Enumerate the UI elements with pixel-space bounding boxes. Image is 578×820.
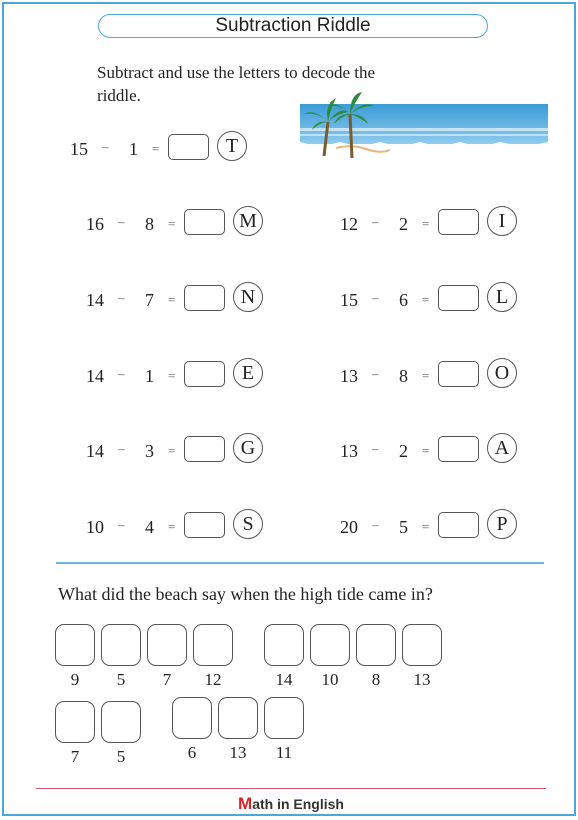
riddle-letter-box[interactable] bbox=[193, 624, 233, 666]
letter-circle: I bbox=[487, 206, 517, 236]
letter-circle: P bbox=[487, 509, 517, 539]
riddle-number: 9 bbox=[70, 670, 80, 689]
equals-sign: = bbox=[422, 368, 430, 383]
minuend: 20 bbox=[340, 517, 358, 537]
minuend: 15 bbox=[340, 290, 358, 310]
riddle-letter-box[interactable] bbox=[264, 624, 304, 666]
riddle-letter-box[interactable] bbox=[101, 624, 141, 666]
answer-box[interactable] bbox=[184, 285, 225, 311]
riddle-letter-box[interactable] bbox=[101, 701, 141, 743]
equals-sign: = bbox=[168, 216, 176, 231]
subtrahend: 2 bbox=[399, 441, 408, 461]
minus-sign: – bbox=[102, 139, 109, 154]
answer-box[interactable] bbox=[438, 436, 479, 462]
worksheet-page bbox=[2, 2, 576, 816]
subtrahend: 7 bbox=[145, 290, 154, 310]
subtrahend: 1 bbox=[129, 139, 138, 159]
letter-circle: E bbox=[233, 358, 263, 388]
answer-box[interactable] bbox=[438, 361, 479, 387]
section-divider bbox=[56, 562, 544, 564]
minuend: 13 bbox=[340, 441, 358, 461]
letter-circle: N bbox=[233, 282, 263, 312]
minus-sign: – bbox=[372, 290, 379, 305]
riddle-letter-box[interactable] bbox=[55, 701, 95, 743]
minuend: 15 bbox=[70, 139, 88, 159]
answer-box[interactable] bbox=[438, 512, 479, 538]
equals-sign: = bbox=[422, 292, 430, 307]
minuend: 10 bbox=[86, 517, 104, 537]
subtrahend: 5 bbox=[399, 517, 408, 537]
riddle-letter-box[interactable] bbox=[147, 624, 187, 666]
minus-sign: – bbox=[372, 517, 379, 532]
minus-sign: – bbox=[372, 441, 379, 456]
equals-sign: = bbox=[168, 292, 176, 307]
subtrahend: 6 bbox=[399, 290, 408, 310]
riddle-number: 12 bbox=[204, 670, 222, 689]
beach-palm-trees-icon bbox=[300, 92, 548, 166]
riddle-letter-box[interactable] bbox=[356, 624, 396, 666]
minuend: 16 bbox=[86, 214, 104, 234]
equals-sign: = bbox=[168, 443, 176, 458]
riddle-number: 6 bbox=[187, 743, 197, 762]
minuend: 14 bbox=[86, 290, 104, 310]
answer-box[interactable] bbox=[184, 512, 225, 538]
riddle-number: 11 bbox=[275, 743, 293, 762]
letter-circle: A bbox=[487, 433, 517, 463]
minus-sign: – bbox=[118, 214, 125, 229]
footer-divider bbox=[36, 788, 546, 789]
minuend: 14 bbox=[86, 441, 104, 461]
subtrahend: 8 bbox=[145, 214, 154, 234]
riddle-number: 10 bbox=[321, 670, 339, 689]
riddle-number: 5 bbox=[116, 747, 126, 766]
letter-circle: S bbox=[233, 509, 263, 539]
minus-sign: – bbox=[118, 290, 125, 305]
letter-circle: T bbox=[217, 131, 247, 161]
letter-circle: G bbox=[233, 433, 263, 463]
answer-box[interactable] bbox=[184, 209, 225, 235]
minuend: 14 bbox=[86, 366, 104, 386]
letter-circle: O bbox=[487, 358, 517, 388]
riddle-number: 7 bbox=[70, 747, 80, 766]
riddle-number: 7 bbox=[162, 670, 172, 689]
letter-circle: L bbox=[487, 282, 517, 312]
riddle-letter-box[interactable] bbox=[402, 624, 442, 666]
equals-sign: = bbox=[422, 443, 430, 458]
riddle-number: 13 bbox=[229, 743, 247, 762]
minuend: 13 bbox=[340, 366, 358, 386]
equals-sign: = bbox=[422, 519, 430, 534]
instructions-text: Subtract and use the letters to decode the riddle. bbox=[97, 63, 376, 105]
minus-sign: – bbox=[118, 441, 125, 456]
riddle-letter-box[interactable] bbox=[172, 697, 212, 739]
answer-box[interactable] bbox=[168, 134, 209, 160]
equals-sign: = bbox=[168, 368, 176, 383]
equals-sign: = bbox=[422, 216, 430, 231]
page-title: Subtraction Riddle bbox=[98, 14, 488, 38]
riddle-letter-box[interactable] bbox=[55, 624, 95, 666]
subtrahend: 2 bbox=[399, 214, 408, 234]
brand-text: ath in English bbox=[252, 796, 344, 812]
brand-initial: M bbox=[238, 794, 253, 813]
subtrahend: 1 bbox=[145, 366, 154, 386]
riddle-letter-box[interactable] bbox=[264, 697, 304, 739]
riddle-number: 14 bbox=[275, 670, 293, 689]
riddle-number: 8 bbox=[371, 670, 381, 689]
minus-sign: – bbox=[372, 366, 379, 381]
riddle-letter-box[interactable] bbox=[218, 697, 258, 739]
subtrahend: 3 bbox=[145, 441, 154, 461]
equals-sign: = bbox=[152, 141, 160, 156]
equals-sign: = bbox=[168, 519, 176, 534]
riddle-question: What did the beach say when the high tide came in? bbox=[58, 584, 433, 604]
subtrahend: 4 bbox=[145, 517, 154, 537]
riddle-number: 13 bbox=[413, 670, 431, 689]
minus-sign: – bbox=[372, 214, 379, 229]
letter-circle: M bbox=[233, 206, 263, 236]
answer-box[interactable] bbox=[184, 361, 225, 387]
subtrahend: 8 bbox=[399, 366, 408, 386]
riddle-number: 5 bbox=[116, 670, 126, 689]
footer-brand bbox=[4, 794, 578, 814]
minus-sign: – bbox=[118, 366, 125, 381]
minuend: 12 bbox=[340, 214, 358, 234]
answer-box[interactable] bbox=[184, 436, 225, 462]
answer-box[interactable] bbox=[438, 285, 479, 311]
minus-sign: – bbox=[118, 517, 125, 532]
riddle-letter-box[interactable] bbox=[310, 624, 350, 666]
answer-box[interactable] bbox=[438, 209, 479, 235]
